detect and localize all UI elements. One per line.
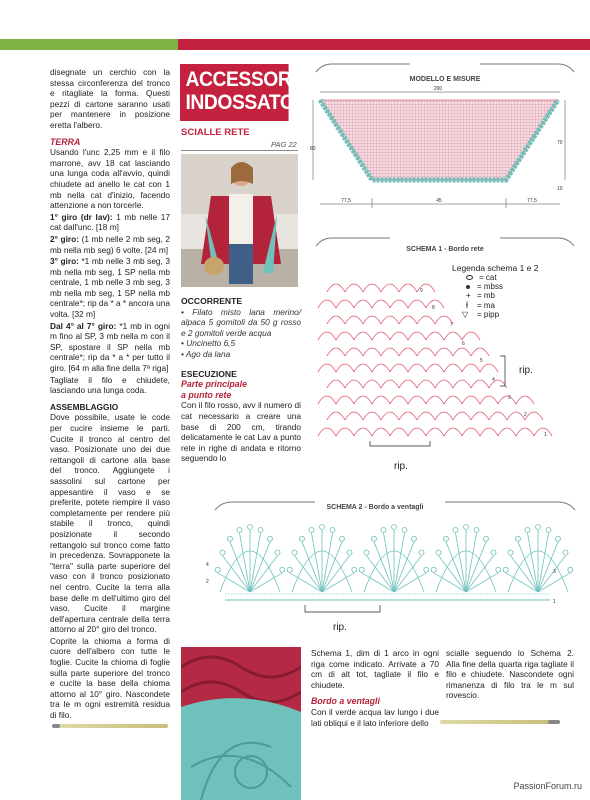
net-arch (363, 284, 381, 292)
section-title-box (180, 64, 297, 121)
picot (474, 528, 479, 533)
fan-stitch (322, 573, 354, 592)
picot (525, 528, 530, 533)
net-arch (345, 348, 363, 356)
picot (340, 536, 345, 541)
picot (309, 528, 314, 533)
net-arch (417, 316, 435, 324)
col-number: 4 (492, 377, 495, 383)
bordo-heading: Bordo a ventagli (311, 696, 380, 707)
net-arch (345, 316, 363, 324)
net-arch (354, 428, 372, 436)
giro-2-label: 2° giro: (50, 233, 79, 244)
fan-stitch (322, 556, 350, 592)
picot (402, 528, 407, 533)
picot (508, 550, 513, 555)
net-arch (363, 316, 381, 324)
net-arch (480, 364, 498, 372)
col-number: 8 (432, 305, 435, 311)
legend-item-mbss: = mbss (466, 282, 582, 291)
slip-stitch-icon (466, 285, 470, 289)
net-arch (408, 332, 426, 340)
fan-stitch (439, 556, 467, 592)
fan-stitch (506, 573, 538, 592)
fan-stitch (446, 542, 466, 592)
net-arch (390, 300, 408, 308)
right-height-label: 70 (557, 140, 563, 146)
picot (453, 528, 458, 533)
picot (503, 567, 508, 572)
net-arch (381, 412, 399, 420)
picot (412, 536, 417, 541)
bordo-text: Con il verde acqua lav lungo i due lati obliqui e il lato inferiore dello (311, 706, 439, 728)
assemblaggio-text: Dove possibile, usate le code per cucire insieme le parti. Cucite il tronco al centro del vaso. Posizionate uno dei due rettangoli di cartone alla base del tronco. Aggiungete i sassolini sul cartone per appesantire il vaso e se preferite, potete riempire il vaso completamente per rendere più stabile il tronco, quindi posizionate il secondo rettangolo sul tronco come fatto in precedenza. Sovrapponete la "terra" sulla parte superiore del vaso con il tronco posizionato nel centro. Cucite la terra alla base delle m dell'ultimo giro del vaso. Cucite il margine dell'apertura centrale della terra attorno al 20° giro del tronco. (50, 412, 170, 635)
net-arch (399, 412, 417, 420)
fan-stitch (394, 573, 426, 592)
net-arch (525, 412, 543, 420)
row-number: 9 (420, 288, 423, 294)
picot (424, 567, 429, 572)
net-arch (372, 300, 390, 308)
picot (287, 567, 292, 572)
picot (536, 525, 541, 530)
net-arch (507, 412, 525, 420)
net-arch (444, 364, 462, 372)
picot (258, 528, 263, 533)
title-line-2: INDOSSATO (185, 91, 295, 114)
net-arch (435, 380, 453, 388)
row-number: 1 (544, 432, 547, 438)
net-arch (408, 364, 426, 372)
legend-item-pipp: ▽ = pipp (462, 310, 500, 319)
fan-stitch (394, 533, 405, 592)
row-number: 3 (508, 395, 511, 401)
bottom-column-2 (311, 648, 439, 729)
net-arch (390, 332, 408, 340)
picot (563, 550, 568, 555)
width-label: 200 (433, 86, 443, 92)
fan-stitch (394, 556, 422, 592)
net-arch (327, 380, 345, 388)
giro-4-7: Dal 4° al 7° giro: *1 mb in ogni m fino al SP, 3 mb nella m con il SP, spostare il SP nella mb centrale*; rip da * a * per tutto il giro. [64 m alla fine della 7ª riga] (50, 320, 170, 374)
chioma-text: Coprite la chioma a forma di cuore dell'albero con tutte le foglie. Cucite la chioma di foglie sulla parte superiore del tronco e cucite la base della chioma attorno al 10° giro. Nascondete tra le m ogni estremità residua di filo. (50, 635, 170, 721)
fan-stitch (218, 573, 250, 592)
net-arch (354, 364, 372, 372)
net-arch (462, 428, 480, 436)
net-arch (516, 428, 534, 436)
material-item: • Uncinetto 6,5 (181, 338, 236, 349)
crochet-hook-icon (440, 718, 564, 726)
net-arch (444, 428, 462, 436)
net-arch (327, 348, 345, 356)
bottom-height-label: 10 (557, 186, 563, 192)
net-arch (426, 364, 444, 372)
intro-paragraph: disegnate un cerchio con la stessa circonferenza del tronco e ritagliate la forma. Questi pezzi di cartone saranno usati per mantenere in posizione eretta l'albero. (50, 67, 170, 130)
fan-stitch (538, 542, 558, 592)
fan-stitch (240, 533, 251, 592)
net-arch (444, 396, 462, 404)
net-arch (381, 348, 399, 356)
giro-1-label: 1° giro (dr lav): (50, 211, 113, 222)
picot (436, 550, 441, 555)
giro-1: 1° giro (dr lav): 1 mb nelle 17 cat dall'unc. [18 m] (50, 211, 170, 233)
fan-stitch (250, 533, 261, 592)
schema-1-instructions: Schema 1, dim di 1 arco in ogni riga come indicato. Arrivate a 70 cm di alt tot, tagliate il filo e chiudete. (311, 648, 439, 690)
stitch-closeup-photo (181, 647, 301, 800)
picot (275, 550, 280, 555)
fan-stitch (518, 542, 538, 592)
net-arch (336, 332, 354, 340)
assemblaggio-heading: ASSEMBLAGGIO (50, 401, 119, 412)
net-arch (408, 428, 426, 436)
net-arch (327, 412, 345, 420)
picot (215, 567, 220, 572)
net-arch (363, 412, 381, 420)
picot (444, 536, 449, 541)
net-arch (354, 300, 372, 308)
net-arch (426, 428, 444, 436)
net-arch (354, 396, 372, 404)
net-arch (462, 364, 480, 372)
fan-stitch (322, 542, 342, 592)
picot (320, 525, 325, 530)
fan-stitch (230, 542, 250, 592)
net-arch (408, 300, 426, 308)
picot (347, 550, 352, 555)
picot (220, 550, 225, 555)
net-arch (399, 316, 417, 324)
net-arch (444, 332, 462, 340)
crochet-hook-icon (52, 722, 172, 730)
net-arch (318, 428, 336, 436)
net-arch (453, 412, 471, 420)
net-arch (471, 348, 489, 356)
picot-icon: ▽ (462, 310, 469, 319)
net-arch (336, 364, 354, 372)
net-arch (345, 380, 363, 388)
top-accent-bar-red (178, 39, 590, 50)
rip-label-schema2: rip. (333, 622, 347, 633)
net-arch (399, 380, 417, 388)
row-number: 1 (553, 599, 556, 605)
net-arch (399, 284, 417, 292)
net-arch (462, 332, 480, 340)
net-arch (435, 412, 453, 420)
fan-stitch (367, 556, 395, 592)
net-arch (471, 412, 489, 420)
fan-stitch (538, 533, 549, 592)
middle-column-text (181, 296, 301, 465)
net-arch (345, 284, 363, 292)
bottom-column-3 (446, 648, 574, 702)
title-line-1: ACCESSORI (185, 68, 297, 91)
fan-stitch (466, 542, 486, 592)
left-column (50, 67, 170, 722)
fan-stitch (538, 556, 566, 592)
fan-stitch (434, 573, 466, 592)
left-height-label: 80 (310, 146, 316, 152)
net-arch (336, 396, 354, 404)
net-arch (453, 348, 471, 356)
fan-stitch (250, 573, 282, 592)
net-arch (318, 300, 336, 308)
fan-stitch (456, 533, 467, 592)
net-arch (498, 396, 516, 404)
model-photo (181, 154, 298, 287)
picot (352, 567, 357, 572)
net-arch (345, 412, 363, 420)
fan-stitch (250, 542, 270, 592)
terra-heading: TERRA (50, 136, 81, 147)
picot (392, 525, 397, 530)
net-arch (426, 300, 444, 308)
picot (568, 567, 573, 572)
footer-watermark: PassionForum.ru (513, 781, 582, 791)
parte-heading-2: a punto rete (181, 389, 232, 400)
occorrente-heading: OCCORRENTE (181, 296, 243, 306)
net-arch (516, 396, 534, 404)
net-arch (372, 428, 390, 436)
materials-list (181, 307, 301, 360)
esecuzione-heading: ESECUZIONE (181, 368, 237, 379)
legend-item-ma: ƚ = ma (466, 300, 496, 310)
net-arch (417, 412, 435, 420)
net-arch (381, 284, 399, 292)
giro-4-label: Dal 4° al 7° giro: (50, 320, 117, 331)
material-item: • Ago da lana (181, 348, 231, 359)
row-number: 2 (206, 579, 209, 585)
net-arch (408, 396, 426, 404)
parte-text: Con il filo rosso, avv il numero di cat necessario a creare una base di 200 cm, tirando delicatamente le cat Lav a punto rete in righe di andata e ritorno seguendo lo (181, 400, 301, 464)
fan-stitch (466, 573, 498, 592)
net-arch (462, 396, 480, 404)
net-arch (318, 332, 336, 340)
net-arch (318, 364, 336, 372)
segment-label-1: 77,5 (341, 198, 351, 204)
modello-title: MODELLO E MISURE (409, 76, 481, 83)
picot (491, 550, 496, 555)
net-arch (417, 380, 435, 388)
net-arch (489, 412, 507, 420)
schema-2-diagram (205, 500, 585, 640)
terra-intro: Usando l'unc 2,25 mm e il filo marrone, avv 18 cat lasciando una lunga coda all'avvio, quindi chiudete ad anello le cat con 1 mb nella cat d'inizio, facendo attenzione a non torcerle. (50, 147, 170, 211)
single-crochet-icon: + (466, 291, 471, 300)
net-arch (381, 316, 399, 324)
row-number: 5 (480, 358, 483, 364)
fan-stitch (302, 542, 322, 592)
modello-diagram (310, 62, 580, 212)
segment-label-3: 77,5 (527, 198, 537, 204)
picot (546, 528, 551, 533)
net-arch (399, 348, 417, 356)
picot (330, 528, 335, 533)
picot (464, 525, 469, 530)
net-arch (498, 428, 516, 436)
net-arch (534, 428, 552, 436)
fan-stitch (250, 556, 278, 592)
net-arch (480, 428, 498, 436)
net-arch (390, 428, 408, 436)
fan-stitch (394, 542, 414, 592)
net-arch (372, 332, 390, 340)
fan-stitch (374, 542, 394, 592)
material-item: • Filato misto lana merino/ alpaca 5 gomitoli da 50 g rosso e 2 gomitoli verde acqua (181, 306, 301, 338)
fan-stitch (362, 573, 394, 592)
net-arch (435, 348, 453, 356)
giro-3-label: 3° giro: (50, 256, 79, 267)
fan-stitch (295, 556, 323, 592)
pattern-subtitle: SCIALLE RETE (181, 127, 250, 138)
picot (280, 567, 285, 572)
net-arch (381, 380, 399, 388)
giro-2: 2° giro: (1 mb nelle 2 mb seg, 2 mb nella mb seg) 6 volte. [24 m] (50, 233, 171, 255)
fan-stitch (322, 533, 333, 592)
fan-stitch (223, 556, 251, 592)
net-arch (471, 380, 489, 388)
picot (237, 528, 242, 533)
legend (452, 263, 582, 319)
top-accent-bar-green (0, 39, 178, 50)
fan-stitch (466, 556, 494, 592)
fan-stitch (384, 533, 395, 592)
rip-label-right: rip. (519, 365, 533, 376)
net-arch (426, 332, 444, 340)
net-arch (372, 396, 390, 404)
picot (556, 536, 561, 541)
double-crochet-icon: ƚ (466, 300, 468, 310)
net-arch (453, 380, 471, 388)
legend-title: Legenda schema 1 e 2 (452, 263, 539, 273)
fan-stitch (528, 533, 539, 592)
picot (496, 567, 501, 572)
parte-heading-1: Parte principale (181, 379, 248, 390)
net-arch (363, 348, 381, 356)
picot (268, 536, 273, 541)
legend-item-mb: + = mb (466, 291, 496, 300)
fan-stitch (511, 556, 539, 592)
fan-stitch (466, 533, 477, 592)
schema2-title: SCHEMA 2 - Bordo a ventagli (326, 504, 424, 511)
picot (228, 536, 233, 541)
legend-item-cat: = cat (466, 273, 582, 282)
divider (181, 150, 298, 151)
net-arch (336, 428, 354, 436)
fan-stitch (312, 533, 323, 592)
net-arch (327, 284, 345, 292)
picot (300, 536, 305, 541)
finishing-text: scialle seguendo lo Schema 2. Alla fine della quarta riga tagliate il filo e chiudete. Nascondete ogni rimanenza di filo tra le m sul rovescio. (446, 648, 574, 701)
giro-3: 3° giro: *1 mb nelle 3 mb seg, 3 mb nella mb seg, 1 SP nella mb centrale, 1 mb nelle 3 mb seg, 3 mb nella mb seg, 1 SP nella mb centrale*; rip da * a * ancora una volta. [32 m] (50, 256, 171, 320)
picot (516, 536, 521, 541)
terra-end: Tagliate il filo e chiudete, lasciando una lunga coda. (50, 374, 170, 396)
net-arch (363, 380, 381, 388)
picot (419, 550, 424, 555)
net-arch (417, 348, 435, 356)
net-arch (426, 396, 444, 404)
col-number: 6 (462, 341, 465, 347)
picot (248, 525, 253, 530)
picot (292, 550, 297, 555)
picot (359, 567, 364, 572)
row-number: 4 (206, 562, 209, 568)
schema1-title: SCHEMA 1 - Bordo rete (406, 246, 484, 253)
net-arch (390, 396, 408, 404)
net-arch (372, 364, 390, 372)
segment-label-2: 45 (436, 198, 442, 204)
net-arch (354, 332, 372, 340)
net-arch (480, 396, 498, 404)
picot (372, 536, 377, 541)
fan-stitch (538, 573, 570, 592)
rip-label-bottom: rip. (394, 461, 408, 472)
picot (431, 567, 436, 572)
fan-stitch (290, 573, 322, 592)
net-arch (336, 300, 354, 308)
picot (381, 528, 386, 533)
col-number: 2 (524, 412, 527, 418)
net-arch (318, 396, 336, 404)
net-arch (390, 364, 408, 372)
picot (484, 536, 489, 541)
picot (364, 550, 369, 555)
row-number: 7 (450, 322, 453, 328)
page-reference: PAG 22 (271, 140, 297, 149)
net-arch (327, 316, 345, 324)
chain-icon (466, 275, 473, 280)
row-number: 3 (553, 569, 556, 575)
